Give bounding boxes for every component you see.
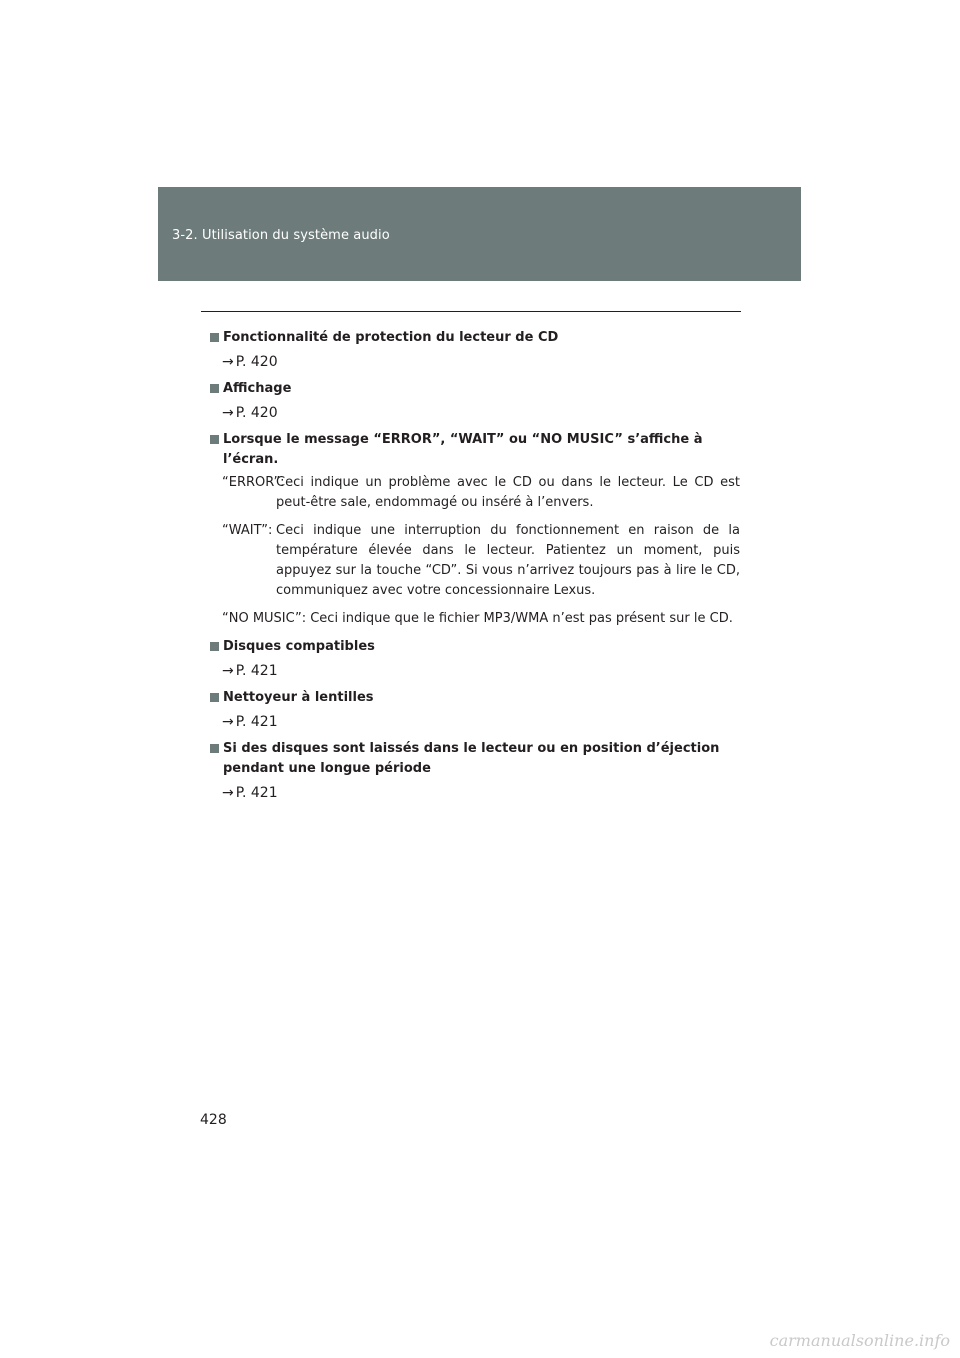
- square-bullet-icon: [210, 435, 219, 444]
- note-heading: Fonctionnalité de protection du lecteur de CD: [210, 328, 740, 348]
- page-reference: → P. 421: [222, 714, 278, 730]
- section-title: 3-2. Utilisation du système audio: [172, 228, 390, 243]
- message-error: [222, 473, 740, 513]
- divider-rule: [201, 311, 741, 312]
- message-description: Ceci indique une interruption du fonctionnement en raison de la température élevée dans le lecteur. Patientez un moment, puis appuyez sur la touche “CD”. Si vous n’arrivez toujours pas à lire le CD, communiquez avec votre concessionnaire Lexus.: [276, 523, 740, 598]
- page-number: 428: [200, 1112, 227, 1128]
- arrow-right-icon: →: [222, 785, 234, 801]
- square-bullet-icon: [210, 744, 219, 753]
- message-description: Ceci indique que le fichier MP3/WMA n’est pas présent sur le CD.: [310, 611, 733, 626]
- message-key: “NO MUSIC”:: [222, 611, 307, 626]
- square-bullet-icon: [210, 333, 219, 342]
- page-reference: → P. 420: [222, 354, 278, 370]
- arrow-right-icon: →: [222, 714, 234, 730]
- arrow-right-icon: →: [222, 663, 234, 679]
- message-key: “ERROR”:: [222, 475, 285, 490]
- notes-content: [210, 328, 740, 810]
- arrow-right-icon: →: [222, 354, 234, 370]
- message-key: “WAIT”:: [222, 523, 273, 538]
- page-reference: → P. 420: [222, 405, 278, 421]
- arrow-right-icon: →: [222, 405, 234, 421]
- note-heading: Lorsque le message “ERROR”, “WAIT” ou “NO MUSIC” s’affiche à l’écran.: [210, 430, 740, 470]
- note-heading: Affichage: [210, 379, 740, 399]
- page-reference: → P. 421: [222, 663, 278, 679]
- message-wait: [222, 521, 740, 601]
- note-heading: Disques compatibles: [210, 637, 740, 657]
- watermark: carmanualsonline.info: [769, 1331, 950, 1350]
- page-reference: → P. 421: [222, 785, 278, 801]
- square-bullet-icon: [210, 642, 219, 651]
- note-heading: Si des disques sont laissés dans le lecteur ou en position d’éjection pendant une longue période: [210, 739, 740, 779]
- message-description: Ceci indique un problème avec le CD ou dans le lecteur. Le CD est peut-être sale, endommagé ou inséré à l’envers.: [276, 475, 740, 510]
- message-no-music: [222, 609, 740, 629]
- square-bullet-icon: [210, 693, 219, 702]
- note-heading: Nettoyeur à lentilles: [210, 688, 740, 708]
- section-header-band: [158, 187, 801, 281]
- square-bullet-icon: [210, 384, 219, 393]
